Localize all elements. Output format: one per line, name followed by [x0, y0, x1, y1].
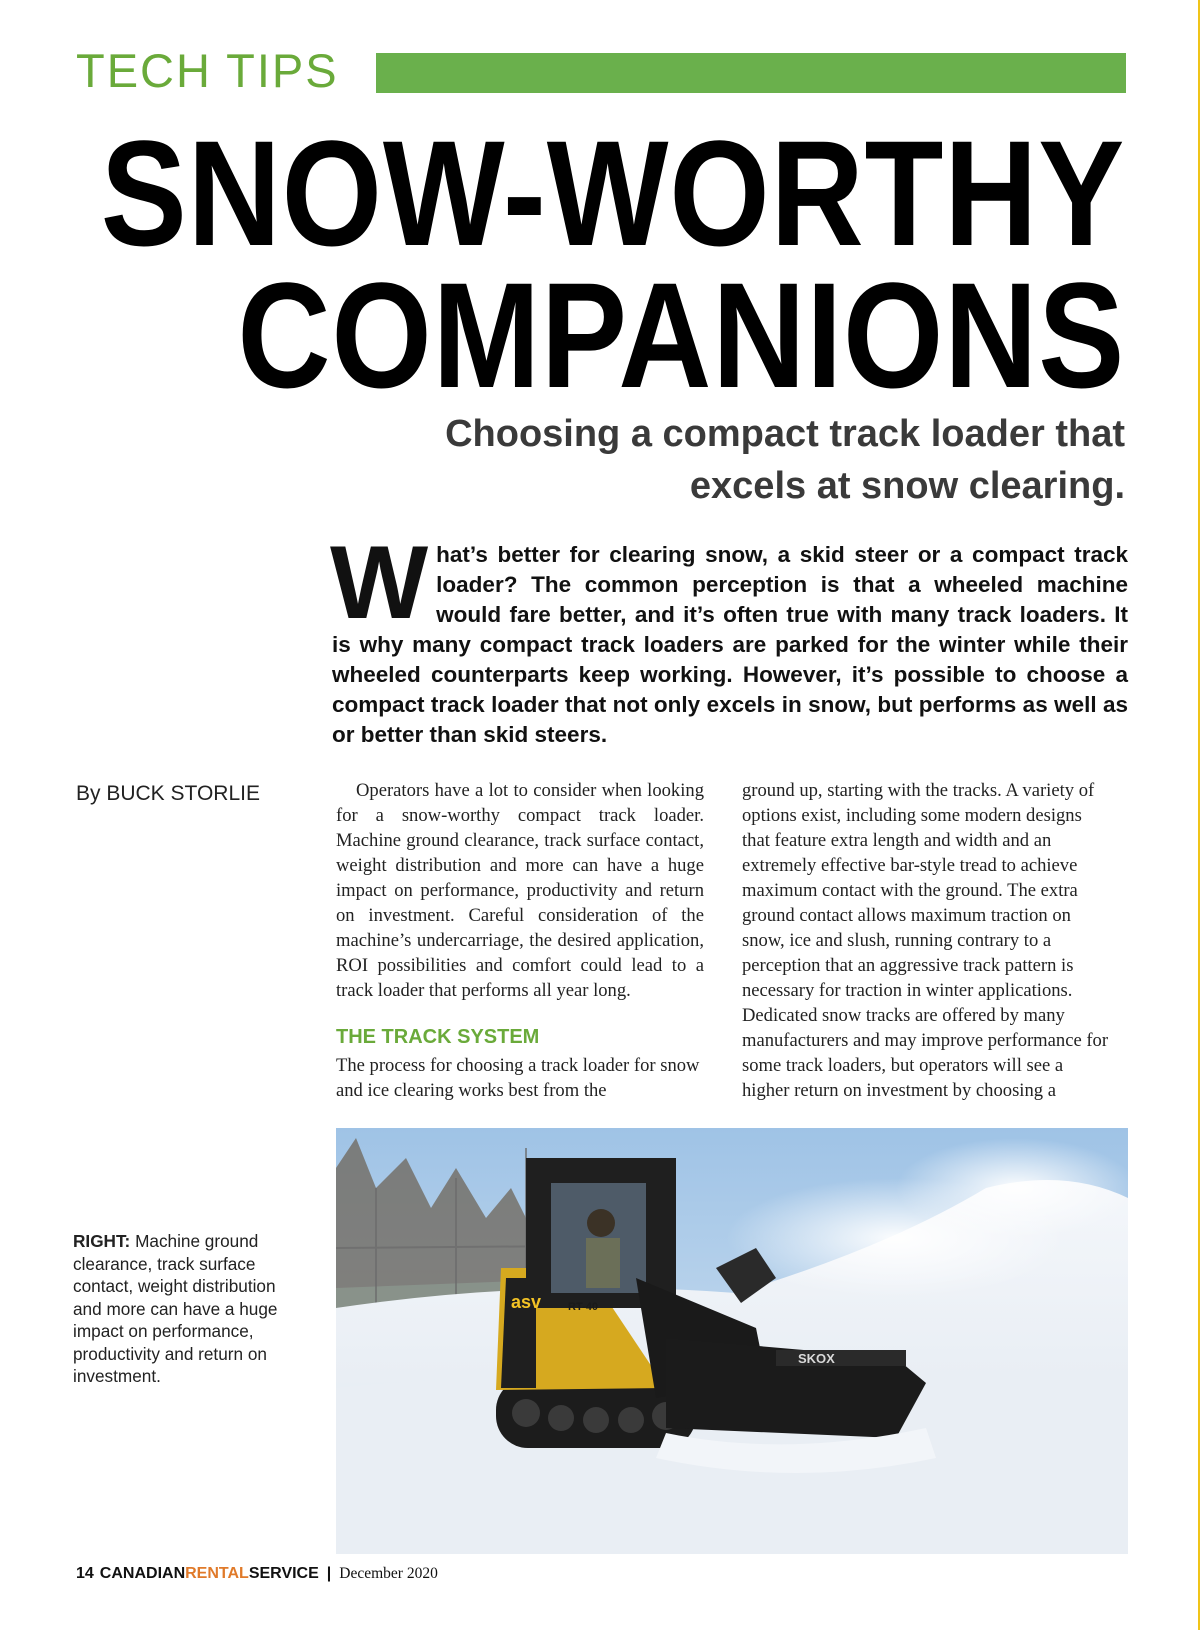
deck-subtitle — [365, 408, 1125, 512]
caption-lead: RIGHT: — [73, 1231, 131, 1251]
lede-text: hat’s better for clearing snow, a skid steer or a compact track loader? The common perception is that a wheeled machine would fare better, and it’s often true with many track loaders. It is why many compact track loaders are parked for the winter while their wheeled counterparts keep working. However, it’s possible to choose a compact track loader that not only excels in snow, but performs as well as or better than skid steers. — [332, 542, 1128, 747]
byline: By BUCK STORLIE — [76, 782, 260, 805]
section-label: TECH TIPS — [76, 44, 339, 97]
headline-line-2: COMPANIONS — [237, 251, 1125, 419]
body-paragraph: Operators have a lot to consider when looking for a snow-worthy compact track loader. Machine ground clearance, track surface contact, weight distribution and more can have a huge impact on performance, productivity and return on investment. Careful consideration of the machine’s undercarriage, the desired application, ROI possibilities and comfort could lead to a track loader that performs all year long. — [336, 780, 704, 1001]
caption-text: Machine ground clearance, track surface contact, weight distribution and more can have a huge impact on performance, productivity and return on investment. — [73, 1231, 278, 1386]
page-number: 14 — [76, 1565, 94, 1582]
body-paragraph: ground up, starting with the tracks. A variety of options exist, including some modern designs that feature extra length and width and an extremely effective bar-style tread to achieve maximum contact with the ground. The extra ground contact allows maximum traction on snow, ice and slush, running contrary to a perception that an aggressive track pattern is necessary for traction in winter applications. Dedicated snow tracks are offered by many manufacturers and may improve performance for some track loaders, but operators will see a higher return on investment by choosing a — [742, 780, 1109, 1101]
machine-brand-mark: asv — [511, 1292, 542, 1312]
publication-name-part-3: SERVICE — [248, 1565, 319, 1582]
page-footer — [76, 1565, 438, 1583]
issue-date: December 2020 — [339, 1565, 438, 1582]
section-header — [76, 44, 1126, 97]
photo-caption — [73, 1230, 288, 1388]
body-paragraph: The process for choosing a track loader for snow and ice clearing works best from the — [336, 1055, 700, 1101]
lede-paragraph — [330, 525, 1128, 750]
body-column-1 — [336, 778, 704, 1103]
headline — [0, 109, 1125, 419]
attachment-brand-mark: SKOX — [798, 1351, 835, 1366]
machine-model-mark: RT-40 — [568, 1301, 598, 1313]
publication-name-part-1: CANADIAN — [99, 1565, 186, 1582]
photo-illustration — [336, 1128, 1128, 1554]
section-bar — [376, 53, 1126, 93]
photo-track-loader-snow — [336, 1128, 1128, 1554]
headline-line-1: SNOW-WORTHY — [100, 109, 1125, 277]
footer-separator: | — [326, 1565, 332, 1582]
body-column-2 — [742, 778, 1110, 1103]
subhead-track-system: THE TRACK SYSTEM — [336, 1026, 540, 1048]
deck-line-1: Choosing a compact track loader that — [445, 413, 1125, 455]
drop-cap: W — [330, 525, 429, 641]
deck-line-2: excels at snow clearing. — [689, 465, 1125, 507]
publication-name-part-2: RENTAL — [185, 1565, 249, 1582]
